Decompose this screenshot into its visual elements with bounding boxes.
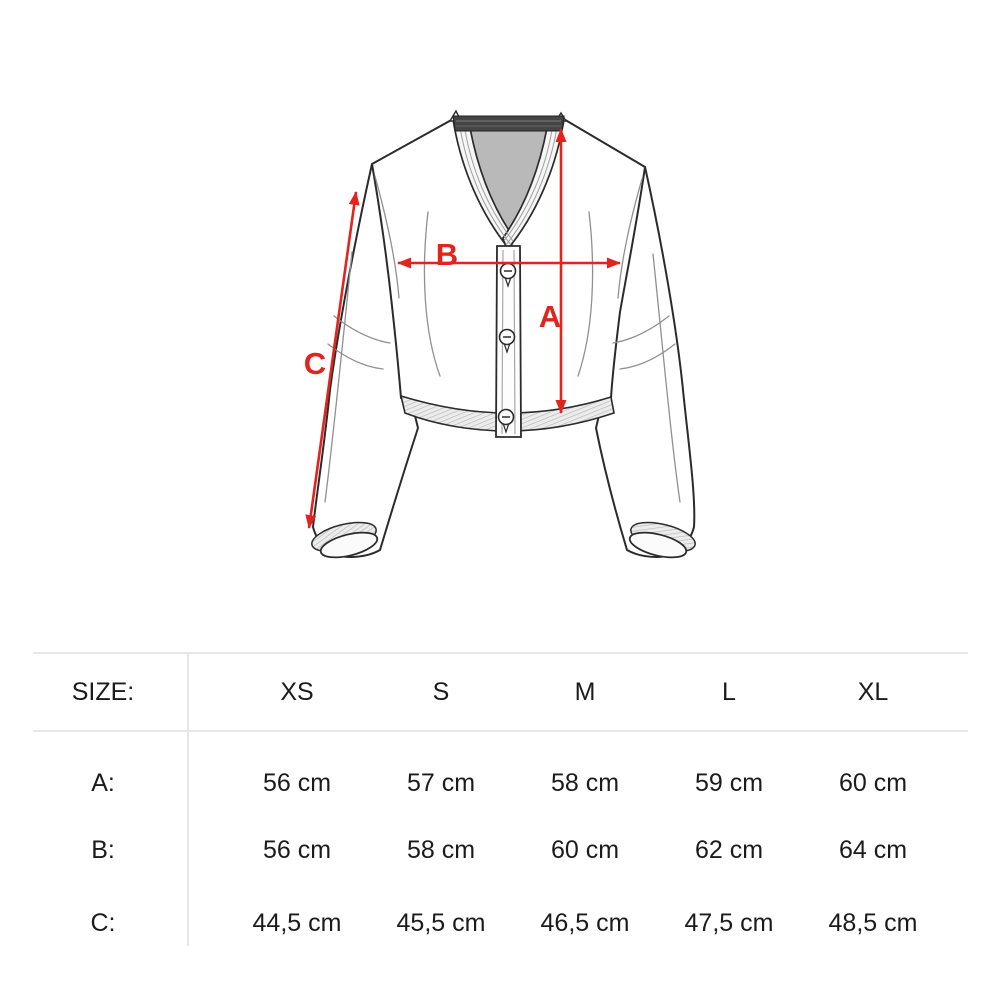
value-cell: 56 cm [262, 768, 332, 797]
table-header-border [33, 730, 968, 732]
size-column-l: L [722, 677, 736, 706]
value-cell: 60 cm [550, 835, 620, 864]
value-cell: 60 cm [838, 768, 908, 797]
value-cell: 48,5 cm [828, 908, 918, 937]
value-cell: 64 cm [838, 835, 908, 864]
measurement-label-a: A [538, 299, 562, 334]
value-cell: 45,5 cm [396, 908, 486, 937]
row-label-c: C: [90, 908, 116, 937]
measurement-label-b: B [435, 237, 459, 272]
measurement-label-c: C [303, 346, 327, 381]
size-column-xs: XS [280, 677, 314, 706]
table-header-row [40, 675, 945, 709]
row-label-a: A: [91, 768, 115, 797]
value-cell: 47,5 cm [684, 908, 774, 937]
size-header-label: SIZE: [71, 677, 135, 706]
value-cell: 57 cm [406, 768, 476, 797]
table-row-c [40, 906, 945, 940]
value-cell: 46,5 cm [540, 908, 630, 937]
table-row-b [40, 833, 945, 867]
back-neck-bar [450, 111, 566, 131]
table-row-a [40, 766, 945, 800]
value-cell: 58 cm [406, 835, 476, 864]
value-cell: 58 cm [550, 768, 620, 797]
size-column-m: M [574, 677, 596, 706]
table-top-border [33, 652, 968, 654]
value-cell: 59 cm [694, 768, 764, 797]
row-label-b: B: [91, 835, 115, 864]
value-cell: 56 cm [262, 835, 332, 864]
value-cell: 44,5 cm [252, 908, 342, 937]
size-column-xl: XL [857, 677, 889, 706]
value-cell: 62 cm [694, 835, 764, 864]
size-column-s: S [432, 677, 450, 706]
